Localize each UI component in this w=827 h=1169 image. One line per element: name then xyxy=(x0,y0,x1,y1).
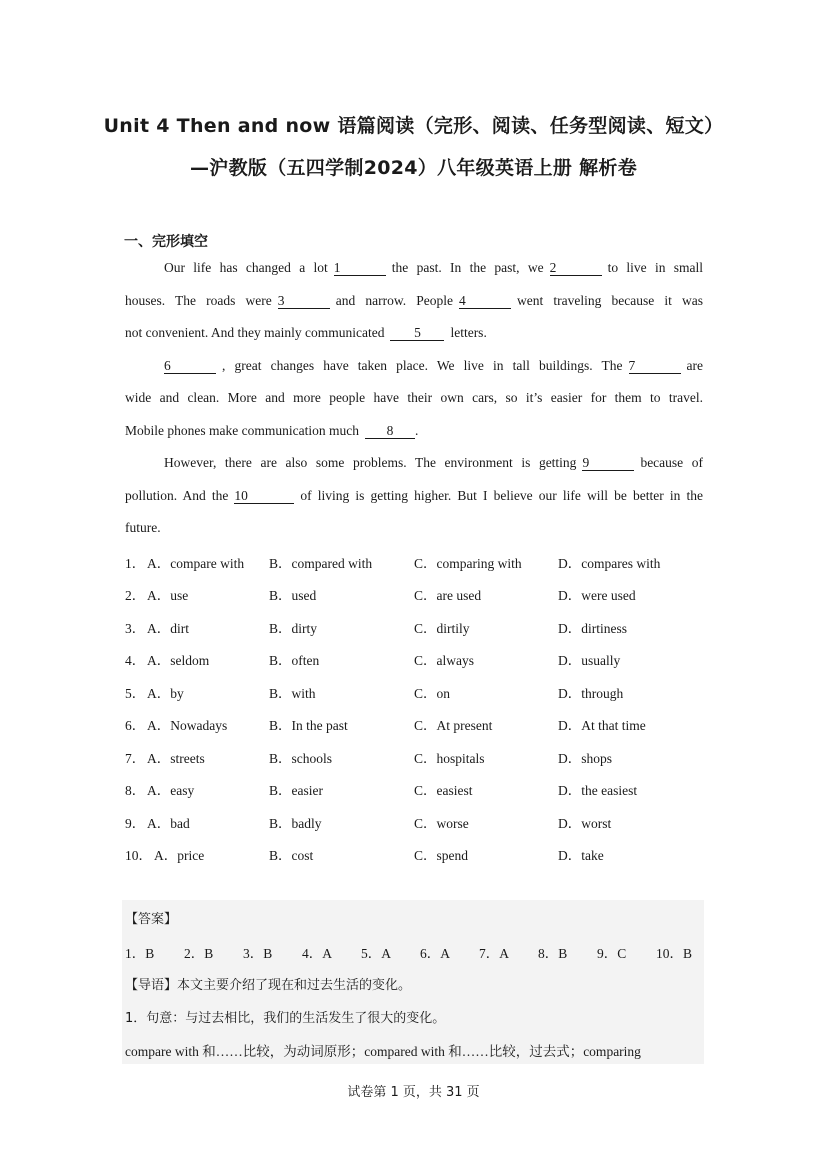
option-d: D．compares with xyxy=(558,556,661,571)
passage-line: not convenient. And they mainly communicated 5 letters. xyxy=(125,325,487,340)
question-row: 10． A．price B．cost C．spend D．take xyxy=(125,844,725,862)
option-c: C．dirtily xyxy=(414,621,470,636)
question-row: 8． A．easy B．easier C．easiest D．the easiest xyxy=(125,779,725,797)
passage-line: houses. The roads were 3 and narrow. People 4 went traveling because it was xyxy=(125,293,704,308)
option-d: D．through xyxy=(558,686,624,701)
option-c: C．always xyxy=(414,653,474,668)
option-b: B．dirty xyxy=(269,621,318,636)
section-heading: 一、完形填空 xyxy=(124,234,208,250)
option-c: C．hospitals xyxy=(414,751,485,766)
option-b: B．with xyxy=(269,686,316,701)
guide-text: 【导语】本文主要介绍了现在和过去生活的变化。 xyxy=(125,978,412,993)
option-b: B．In the past xyxy=(269,718,348,733)
question-row: 7． A．streets B．schools C．hospitals D．shops xyxy=(125,747,725,765)
answer-key: 1．B 2．B 3．B 4．A 5．A 6．A 7．A 8．B 9．C 10．B xyxy=(125,946,693,961)
option-a: A．compare with xyxy=(147,556,245,571)
explanation-line: 1．句意：与过去相比，我们的生活发生了很大的变化。 xyxy=(125,1011,446,1026)
blank-7: 7 xyxy=(629,358,681,374)
page-footer: 试卷第 1 页，共 31 页 xyxy=(347,1085,480,1100)
passage-line: pollution. And the 10 of living is getting higher. But I believe our life will be better in the xyxy=(125,488,704,503)
option-c: C．comparing with xyxy=(414,556,522,571)
question-row: 6． A．Nowadays B．In the past C．At present D．At that time xyxy=(125,714,725,732)
option-d: D．shops xyxy=(558,751,613,766)
option-a: A．price xyxy=(154,848,205,863)
option-c: C．worse xyxy=(414,816,469,831)
question-row: 9． A．bad B．badly C．worse D．worst xyxy=(125,812,725,830)
option-d: D．dirtiness xyxy=(558,621,627,636)
option-b: B．schools xyxy=(269,751,333,766)
option-b: B．cost xyxy=(269,848,314,863)
passage-line: future. xyxy=(125,520,161,535)
question-row: 2． A．use B．used C．are used D．were used xyxy=(125,584,725,602)
option-d: D．usually xyxy=(558,653,621,668)
option-b: B．badly xyxy=(269,816,322,831)
blank-4: 4 xyxy=(459,293,511,309)
option-c: C．easiest xyxy=(414,783,473,798)
blank-8: 8 xyxy=(365,423,415,439)
option-b: B．compared with xyxy=(269,556,373,571)
option-c: C．on xyxy=(414,686,451,701)
page-title-line-2: —沪教版（五四学制2024）八年级英语上册 解析卷 xyxy=(190,157,637,179)
option-c: C．At present xyxy=(414,718,493,733)
option-d: D．were used xyxy=(558,588,636,603)
option-a: A．Nowadays xyxy=(147,718,228,733)
blank-10: 10 xyxy=(234,488,294,504)
page-title-line-1: Unit 4 Then and now 语篇阅读（完形、阅读、任务型阅读、短文） xyxy=(103,115,724,137)
blank-1: 1 xyxy=(334,260,386,276)
question-row: 3． A．dirt B．dirty C．dirtily D．dirtiness xyxy=(125,617,725,635)
option-a: A．use xyxy=(147,588,189,603)
question-row: 4． A．seldom B．often C．always D．usually xyxy=(125,649,725,667)
blank-6: 6 xyxy=(164,358,216,374)
option-b: B．easier xyxy=(269,783,323,798)
blank-3: 3 xyxy=(278,293,330,309)
passage-line: Mobile phones make communication much 8 . xyxy=(125,423,419,438)
blank-2: 2 xyxy=(550,260,602,276)
option-d: D．the easiest xyxy=(558,783,638,798)
option-a: A．streets xyxy=(147,751,205,766)
option-a: A．bad xyxy=(147,816,190,831)
passage-line: 6 , great changes have taken place. We live in tall buildings. The 7 are xyxy=(164,358,703,373)
option-a: A．easy xyxy=(147,783,195,798)
question-row: 1． A．compare with B．compared with C．comparing with D．compares with xyxy=(125,552,725,570)
passage-line: However, there are also some problems. The environment is getting 9 because of xyxy=(164,455,703,470)
option-d: D．At that time xyxy=(558,718,646,733)
option-c: C．spend xyxy=(414,848,468,863)
option-a: A．seldom xyxy=(147,653,210,668)
answer-label: 【答案】 xyxy=(125,912,178,927)
blank-9: 9 xyxy=(582,455,634,471)
option-d: D．worst xyxy=(558,816,612,831)
option-d: D．take xyxy=(558,848,604,863)
option-b: B．often xyxy=(269,653,320,668)
passage-line: wide and clean. More and more people have their own cars, so it’s easier for them to travel. xyxy=(125,390,703,405)
passage-line: Our life has changed a lot 1 the past. In the past, we 2 to live in small xyxy=(164,260,704,275)
option-b: B．used xyxy=(269,588,317,603)
option-a: A．by xyxy=(147,686,184,701)
question-row: 5． A．by B．with C．on D．through xyxy=(125,682,725,700)
explanation-line: compare with 和……比较，为动词原形；compared with 和……比较，过去式；comparing xyxy=(125,1044,641,1059)
option-c: C．are used xyxy=(414,588,482,603)
blank-5: 5 xyxy=(390,325,444,341)
option-a: A．dirt xyxy=(147,621,189,636)
